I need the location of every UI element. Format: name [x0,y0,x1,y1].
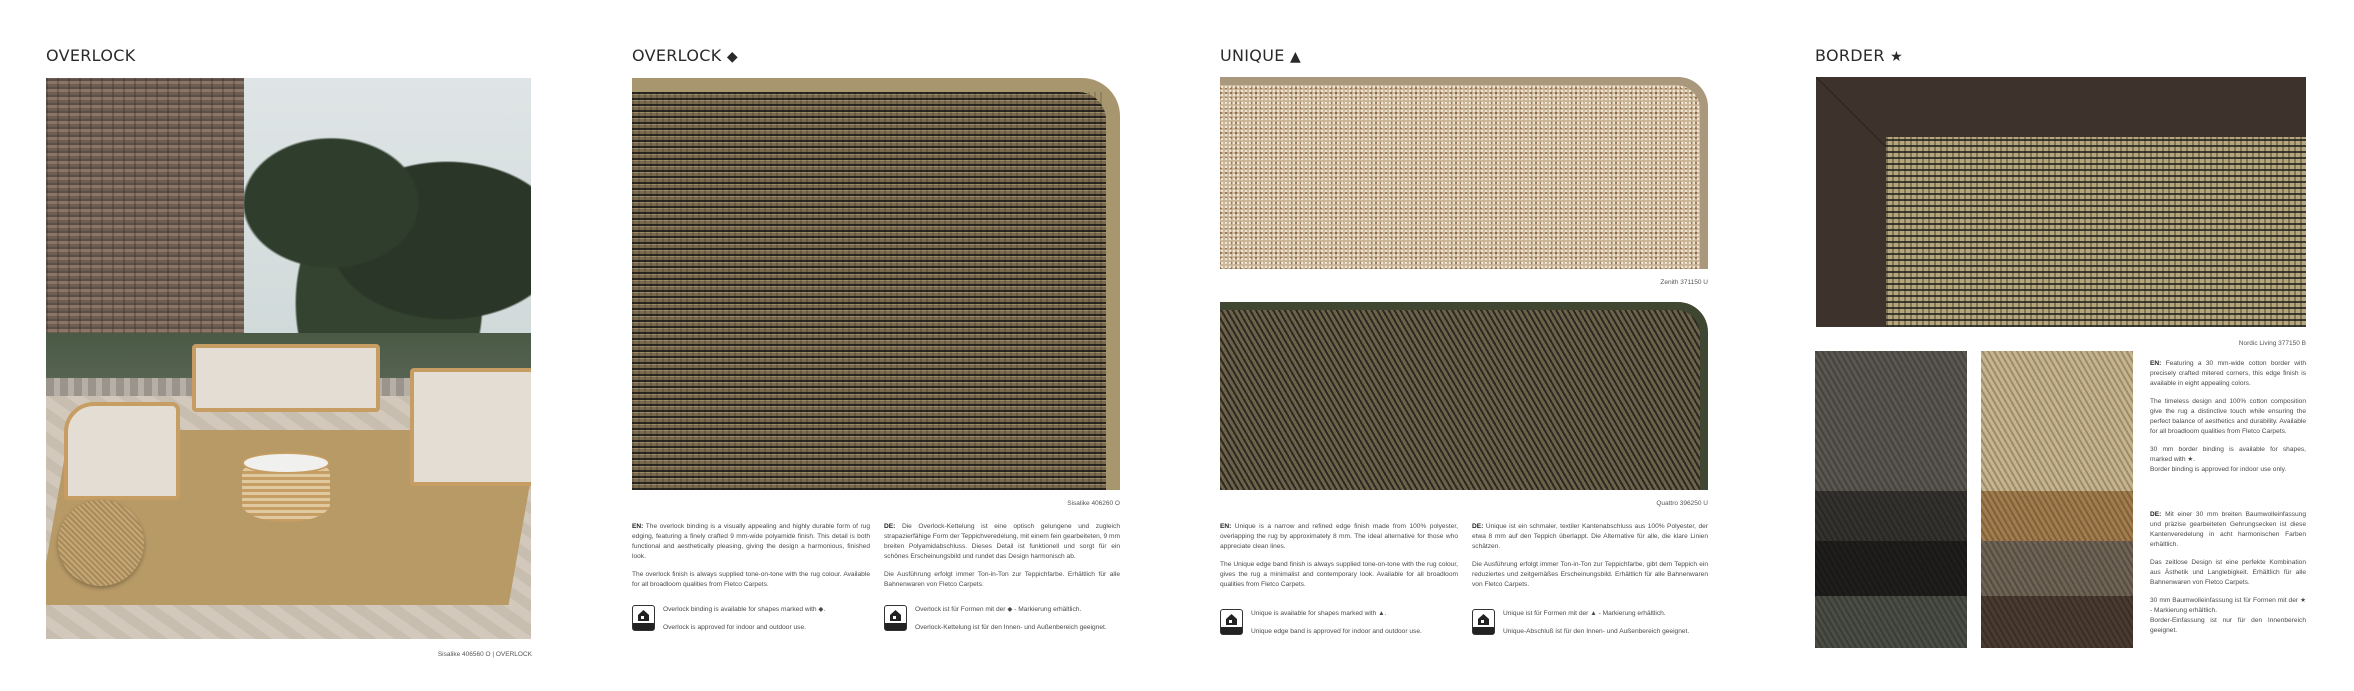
border-tape-samples-right [1981,351,2133,648]
description-de: DE: Die Overlock-Kettelung ist eine optisch gelungene und zugleich strapazierfähige Form der Teppichveredelung, mit einem fein gearbeiteten, 9 mm breiten Polyamidabschluss. Dieses Detail ist funktionell und sorgt für ein schönes Erscheinungsbild und rundet das Design harmonisch ab. Die Ausführung erfolgt immer Ton-in-Ton zur Teppichfarbe. Erhältlich für alle Bahnenwaren von Fletco Carpets. [884,523,1120,588]
swatch-caption: Quattro 396250 U [1656,500,1708,507]
badge-text-shapes: Overlock binding is available for shapes marked with ◆. [663,606,826,613]
rug-texture-detail-circle [58,500,144,586]
indoor-outdoor-house-icon [1472,609,1495,635]
border-tape-samples-left [1815,351,1967,648]
swatch-caption: Sisalike 406260 O [1067,500,1120,507]
panel-title: OVERLOCK [46,46,136,65]
badge-text-shapes: Unique is available for shapes marked with ▲. [1251,610,1387,617]
diamond-symbol-icon: ◆ [726,49,738,65]
badge-text-use: Unique-Abschluß ist für den Innen- und Außenbereich geeignet. [1503,628,1690,635]
badge-text-use: Overlock is approved for indoor and outdoor use. [663,624,806,631]
description-de: DE: Mit einer 30 mm breiten Baumwolleinfassung und präzise gearbeiteten Gehrungsecken ist diese Kantenveredelung in acht harmonischen Farben erhältlich. Das zeitlose Design ist eine perfekte Kombination aus Ästhetik und Langlebigkeit. Erhältlich für alle Bahnenwaren von Fletco Carpets. 30 mm Baumwolleinfassung ist für Formen mit der ★ - Markierung erhältlich. Border-Einfassung ist nur für den Innenbereich geeignet. [2150,511,2306,634]
indoor-outdoor-house-icon [632,605,655,631]
description-en: EN: The overlock binding is a visually appealing and highly durable form of rug edging, featuring a finely crafted 9 mm-wide polyamide finish. This detail is both functional and aesthetically pleasing, giving the design a harmonious, finished look. The overlock finish is always supplied tone-on-tone with the rug colour. Available for all broadloom qualities from Fletco Carpets. [632,523,870,588]
description-de: DE: Unique ist ein schmaler, textiler Kantenabschluss aus 100% Polyester, der etwa 8 mm auf den Teppich überlappt. Die Alternative für alle, die klare Linien schätzen. Die Ausführung erfolgt immer Ton-in-Ton zur Teppichfarbe, gibt dem Teppich ein reduziertes und zeitgemäßes Erscheinungsbild. Erhältlich für alle Bahnenwaren von Fletco Carpets. [1472,523,1708,588]
star-symbol-icon: ★ [1890,49,1904,65]
indoor-outdoor-house-icon [1220,609,1243,635]
badge-text-use: Overlock-Kettelung ist für den Innen- und Außenbereich geeignet. [915,624,1107,631]
badge-row-en [1220,609,1422,645]
swatch-caption: Nordic Living 377150 B [2238,340,2306,347]
badge-row-de [884,605,1107,641]
panel-title: UNIQUE [1220,46,1285,65]
pine-trees [244,103,531,353]
description-en: EN: Unique is a narrow and refined edge finish made from 100% polyester, overlapping the rug by approximately 8 mm. The ideal alternative for those who appreciate clean lines. The Unique edge band finish is always supplied tone-on-tone with the rug colour, gives the rug a minimalist and contemporary look. Available for all broadloom qualities from Fletco Carpets. [1220,523,1458,588]
unique-rug-swatch-zenith [1220,77,1708,269]
triangle-symbol-icon: ▲ [1290,49,1302,65]
border-rug-swatch [1816,77,2306,327]
badge-row-en [632,605,825,641]
armchair [64,402,180,500]
lounge-sofa [410,368,531,486]
coffee-table-top [242,452,330,474]
panel-title: OVERLOCK [632,46,722,65]
badge-text-use: Unique edge band is approved for indoor and outdoor use. [1251,628,1422,635]
image-caption: Sisalike 406560 O | OVERLOCK [437,651,532,658]
badge-row-de [1472,609,1689,645]
sofa [192,344,380,412]
badge-text-shapes: Unique ist für Formen mit der ▲ - Markierung erhältlich. [1503,610,1666,617]
unique-rug-swatch-quattro [1220,302,1708,490]
description-en: EN: Featuring a 30 mm-wide cotton border with precisely crafted mitered corners, this edge finish is available in eight appealing colors. The timeless design and 100% cotton composition give the rug a distinctive touch while ensuring the perfect balance of aesthetics and durability. Available for all broadloom qualities from Fletco Carpets. 30 mm border binding is available for shapes, marked with ★. Border binding is approved for indoor use only. [2150,360,2306,473]
badge-text-shapes: Overlock ist für Formen mit der ◆ - Markierung erhältlich. [915,606,1082,613]
indoor-outdoor-house-icon [884,605,907,631]
panel-title: BORDER [1815,46,1885,65]
overlock-rug-swatch [632,78,1120,490]
swatch-caption-top: Zenith 371150 U [1660,279,1708,286]
